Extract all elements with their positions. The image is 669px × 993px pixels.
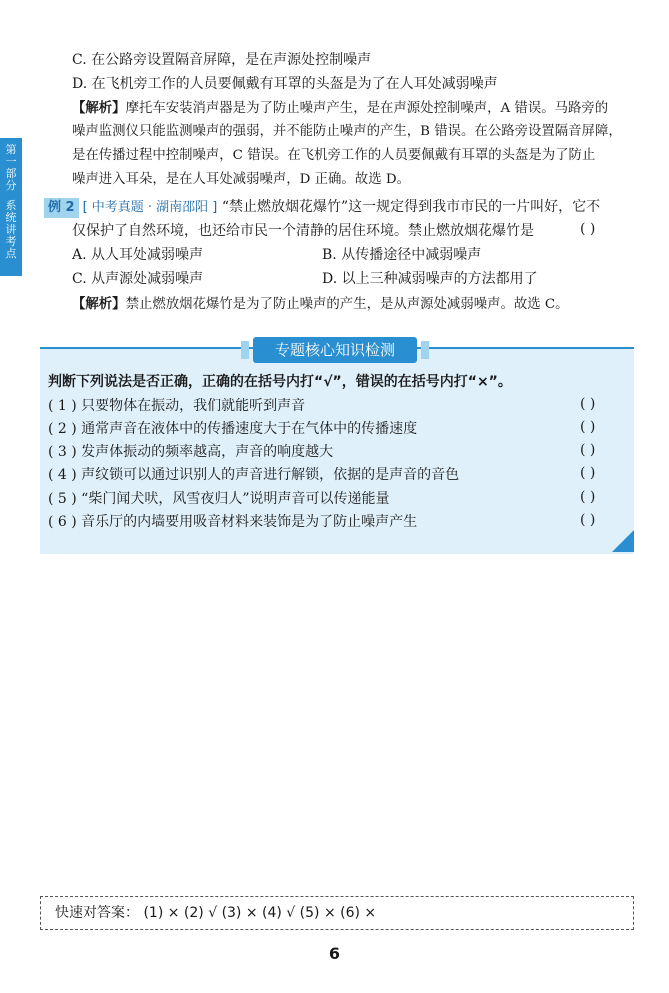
example2-option-d: D. 以上三种减弱噪声的方法都用了 bbox=[322, 271, 538, 287]
example2-option-c: C. 从声源处减弱噪声 bbox=[72, 271, 204, 287]
side-tab-char: 系 bbox=[5, 199, 17, 212]
section-side-tab bbox=[0, 138, 22, 276]
quick-answers-box: 快速对答案： (1) × (2) √ (3) × (4) √ (5) × (6) × bbox=[40, 896, 634, 930]
analysis-text: 摩托车安装消声器是为了防止噪声产生，是在声源处控制噪声，A 错误。马路旁的 bbox=[125, 101, 609, 116]
side-tab-char: 部 bbox=[5, 167, 17, 180]
check-item: ( 5 ) “柴门闻犬吠，风雪夜归人”说明声音可以传递能量 bbox=[48, 491, 390, 507]
prev-analysis-line-1 bbox=[72, 98, 608, 119]
example-stem: “禁止燃放烟花爆竹”这一规定得到我市市民的一片叫好，它不 bbox=[221, 199, 601, 215]
check-item-paren: ( ) bbox=[580, 419, 596, 435]
prev-option-c: C. 在公路旁设置隔音屏障，是在声源处控制噪声 bbox=[72, 52, 372, 68]
answer-paren: ( ) bbox=[580, 221, 596, 237]
analysis-text: 禁止燃放烟花爆竹是为了防止噪声的产生，是从声源处减弱噪声。故选 C。 bbox=[125, 297, 569, 312]
check-item: ( 2 ) 通常声音在液体中的传播速度大于在气体中的传播速度 bbox=[48, 421, 418, 437]
check-item-paren: ( ) bbox=[580, 512, 596, 528]
check-item: ( 4 ) 声纹锁可以通过识别人的声音进行解锁，依据的是声音的音色 bbox=[48, 467, 460, 483]
side-tab-char: 讲 bbox=[5, 223, 17, 236]
example-source: [ 中考真题 · 湖南邵阳 ] bbox=[82, 200, 218, 215]
analysis-tag: 【解析】 bbox=[72, 296, 126, 312]
check-item-paren: ( ) bbox=[580, 489, 596, 505]
panel-instruction: 判断下列说法是否正确，正确的在括号内打“√”，错误的在括号内打“×”。 bbox=[48, 374, 512, 390]
example2-stem-line-1 bbox=[44, 197, 600, 218]
prev-option-d: D. 在飞机旁工作的人员要佩戴有耳罩的头盔是为了在人耳处减弱噪声 bbox=[72, 76, 498, 92]
side-tab-char: 点 bbox=[5, 247, 17, 260]
check-item-paren: ( ) bbox=[580, 442, 596, 458]
example2-option-b: B. 从传播途径中减弱噪声 bbox=[322, 247, 482, 263]
prev-analysis-line-2: 噪声监测仪只能监测噪声的强弱，并不能防止噪声的产生，B 错误。在公路旁设置隔音屏障， bbox=[72, 124, 622, 139]
example2-stem-line-2: 仅保护了自然环境，也还给市民一个清静的居住环境。禁止燃放烟花爆竹是 bbox=[72, 223, 534, 239]
panel-corner-decoration bbox=[612, 530, 634, 552]
check-item: ( 6 ) 音乐厅的内墙要用吸音材料来装饰是为了防止噪声产生 bbox=[48, 514, 418, 530]
prev-analysis-line-4: 噪声进入耳朵，是在人耳处减弱噪声，D 正确。故选 D。 bbox=[72, 172, 410, 187]
panel-title: 专题核心知识检测 bbox=[253, 337, 417, 363]
check-item-paren: ( ) bbox=[580, 396, 596, 412]
prev-analysis-line-3: 是在传播过程中控制噪声，C 错误。在飞机旁工作的人员要佩戴有耳罩的头盔是为了防止 bbox=[72, 148, 596, 163]
page-number: 6 bbox=[328, 944, 341, 963]
side-tab-char: 一 bbox=[5, 155, 17, 168]
example2-analysis bbox=[72, 294, 569, 315]
check-item-paren: ( ) bbox=[580, 465, 596, 481]
check-item: ( 3 ) 发声体振动的频率越高，声音的响度越大 bbox=[48, 444, 334, 460]
example2-option-a: A. 从人耳处减弱噪声 bbox=[72, 247, 204, 263]
side-tab-char: 分 bbox=[5, 179, 17, 192]
analysis-tag: 【解析】 bbox=[72, 100, 126, 116]
check-item: ( 1 ) 只要物体在振动，我们就能听到声音 bbox=[48, 398, 306, 414]
side-tab-char: 统 bbox=[5, 211, 17, 224]
example-label: 例 2 bbox=[44, 198, 79, 218]
side-tab-char: 第 bbox=[5, 143, 17, 156]
side-tab-char: 考 bbox=[5, 235, 17, 248]
